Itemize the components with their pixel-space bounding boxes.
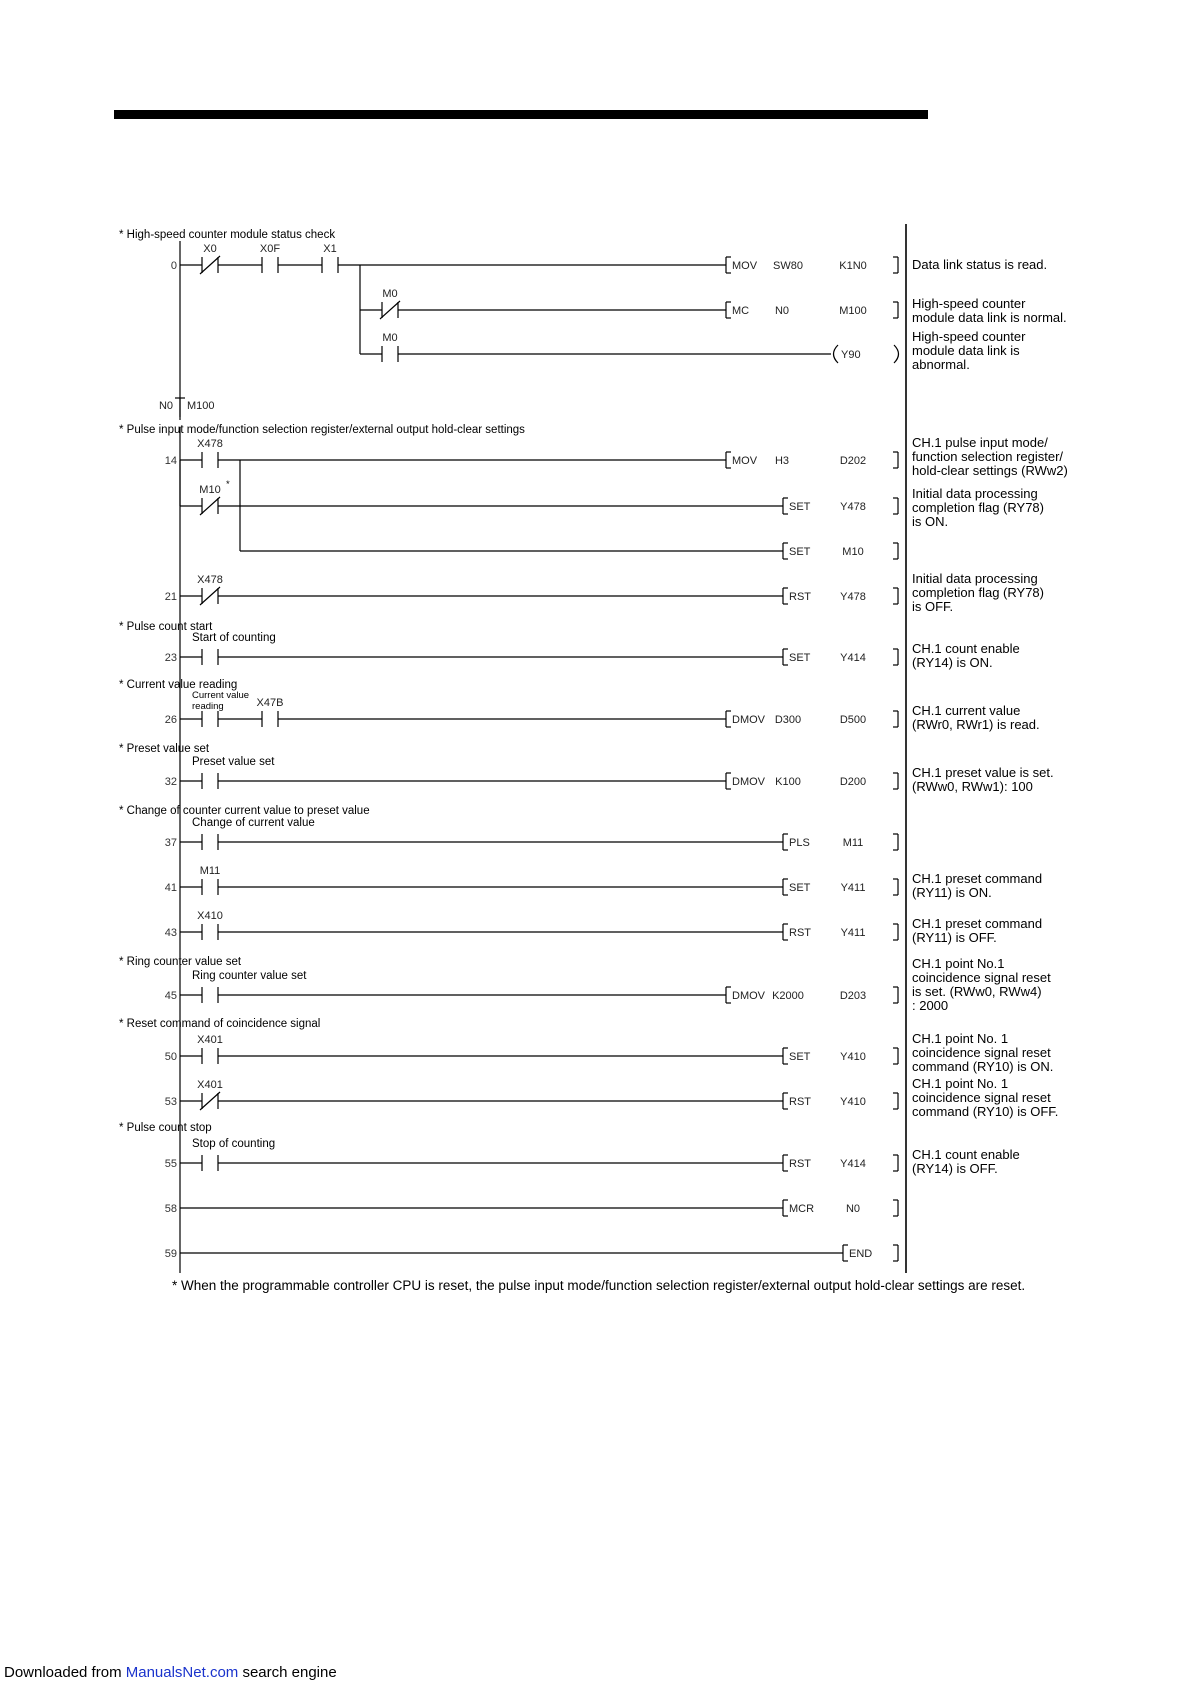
mc-coil: M100 bbox=[187, 400, 215, 412]
instruction-operand-1: K2000 bbox=[772, 990, 804, 1002]
contact-device: M11 bbox=[199, 865, 221, 877]
instruction-operand-1: Y478 bbox=[840, 501, 866, 513]
rung-comment: High-speed counter bbox=[912, 296, 1026, 311]
contact-label: reading bbox=[192, 701, 224, 712]
contact-slash bbox=[200, 497, 220, 515]
contact-device: X401 bbox=[197, 1034, 223, 1046]
instruction-op: DMOV bbox=[732, 714, 765, 726]
rung-comment: coincidence signal reset bbox=[912, 1045, 1051, 1060]
rung-comment: coincidence signal reset bbox=[912, 970, 1051, 985]
instruction-op: SET bbox=[789, 882, 811, 894]
instruction-operand-1: Y414 bbox=[840, 1158, 866, 1170]
contact-label: Preset value set bbox=[192, 756, 275, 768]
instruction-op: DMOV bbox=[732, 776, 765, 788]
step-number: 45 bbox=[164, 990, 177, 1002]
instruction-operand-1: N0 bbox=[774, 305, 790, 317]
rung-comment: (RWr0, RWr1) is read. bbox=[912, 717, 1040, 732]
contact-device: M10 bbox=[199, 484, 221, 496]
contact-device: X0F bbox=[259, 243, 281, 255]
rung-comment: completion flag (RY78) bbox=[912, 500, 1044, 515]
footnote-mark: * bbox=[226, 479, 230, 490]
step-number: 23 bbox=[164, 652, 177, 664]
step-number: 43 bbox=[164, 927, 177, 939]
rung-comment: completion flag (RY78) bbox=[912, 585, 1044, 600]
section-header: * Preset value set bbox=[119, 743, 210, 755]
rung-comment: : 2000 bbox=[912, 998, 949, 1013]
contact-device: X478 bbox=[197, 438, 223, 450]
instruction-op: MOV bbox=[732, 260, 758, 272]
instruction-op: RST bbox=[789, 927, 811, 939]
instruction-operand-1: Y410 bbox=[840, 1051, 866, 1063]
instruction-op: MOV bbox=[732, 455, 758, 467]
contact-device: X47B bbox=[256, 697, 284, 709]
contact-device: X478 bbox=[197, 574, 223, 586]
instruction-operand-1: Y410 bbox=[840, 1096, 866, 1108]
step-number: 14 bbox=[164, 455, 177, 467]
instruction-op: SET bbox=[789, 1051, 811, 1063]
instruction-op: RST bbox=[789, 1096, 811, 1108]
footer bbox=[4, 1664, 337, 1681]
step-number: 50 bbox=[164, 1051, 177, 1063]
instruction-op: SET bbox=[789, 501, 811, 513]
rung-comment: CH.1 count enable bbox=[912, 1147, 1020, 1162]
step-number: 21 bbox=[164, 591, 177, 603]
instruction-operand-1: Y411 bbox=[840, 927, 866, 939]
step-number: 37 bbox=[164, 837, 177, 849]
rung-comment: CH.1 preset command bbox=[912, 916, 1043, 931]
rung-comment: (RWw0, RWw1): 100 bbox=[912, 779, 1033, 794]
instruction-op: MC bbox=[732, 305, 750, 317]
rung-comment: CH.1 pulse input mode/ bbox=[912, 435, 1048, 450]
instruction-op: RST bbox=[789, 1158, 811, 1170]
instruction-operand-1: Y478 bbox=[840, 591, 866, 603]
contact-slash bbox=[380, 301, 400, 319]
contact-slash bbox=[200, 587, 220, 605]
rung-comment: Data link status is read. bbox=[912, 257, 1048, 272]
rung-comment: module data link is bbox=[912, 343, 1020, 358]
rung-comment: module data link is normal. bbox=[912, 310, 1067, 325]
rung-comment: CH.1 preset command bbox=[912, 871, 1043, 886]
rung-comment: (RY14) is ON. bbox=[912, 655, 993, 670]
contact-device: X1 bbox=[323, 243, 337, 255]
step-number: 32 bbox=[164, 776, 177, 788]
rung-comment: function selection register/ bbox=[912, 449, 1064, 464]
rung-comment: is set. (RWw0, RWw4) bbox=[912, 984, 1042, 999]
coil-device: Y90 bbox=[841, 349, 861, 361]
instruction-operand-2: D203 bbox=[839, 990, 867, 1002]
step-number: 58 bbox=[164, 1203, 177, 1215]
instruction-operand-1: M11 bbox=[842, 837, 864, 849]
instruction-operand-1: H3 bbox=[774, 455, 790, 467]
rung-comment: High-speed counter bbox=[912, 329, 1026, 344]
instruction-op: SET bbox=[789, 546, 811, 558]
contact-device: M0 bbox=[382, 288, 398, 300]
mc-nesting: N0 bbox=[158, 400, 173, 412]
coil-left bbox=[834, 345, 839, 363]
contact-device: X0 bbox=[203, 243, 217, 255]
footer-prefix: Downloaded from bbox=[4, 1664, 126, 1681]
contact-device: X401 bbox=[197, 1079, 223, 1091]
instruction-operand-1: SW80 bbox=[773, 260, 803, 272]
rung-comment: Initial data processing bbox=[912, 486, 1038, 501]
instruction-operand-2: D202 bbox=[839, 455, 867, 467]
instruction-operand-1: D300 bbox=[774, 714, 802, 726]
step-number: 41 bbox=[164, 882, 177, 894]
contact-label: Current value bbox=[192, 690, 250, 701]
section-header: * Ring counter value set bbox=[119, 956, 242, 968]
instruction-operand-1: N0 bbox=[845, 1203, 861, 1215]
rung-comment: (RY11) is ON. bbox=[912, 885, 992, 900]
step-number: 0 bbox=[170, 260, 177, 272]
contact-device: M0 bbox=[382, 332, 398, 344]
instruction-op: DMOV bbox=[732, 990, 765, 1002]
rung-comment: coincidence signal reset bbox=[912, 1090, 1051, 1105]
rung-comment: command (RY10) is OFF. bbox=[912, 1104, 1059, 1119]
footer-suffix: search engine bbox=[238, 1664, 337, 1681]
coil-right bbox=[894, 345, 899, 363]
instruction-operand-2: M100 bbox=[839, 305, 867, 317]
contact-device: X410 bbox=[197, 910, 223, 922]
rung-comment: is ON. bbox=[912, 514, 949, 529]
instruction-operand-1: K100 bbox=[775, 776, 801, 788]
rung-comment: CH.1 current value bbox=[912, 703, 1021, 718]
contact-slash bbox=[200, 1092, 220, 1110]
rung-comment: command (RY10) is ON. bbox=[912, 1059, 1054, 1074]
rung-comment: hold-clear settings (RWw2) bbox=[912, 463, 1068, 478]
section-header: * High-speed counter module status check bbox=[119, 229, 336, 241]
step-number: 53 bbox=[164, 1096, 177, 1108]
instruction-op: END bbox=[849, 1248, 873, 1260]
section-header: * Reset command of coincidence signal bbox=[119, 1018, 321, 1030]
footer-link[interactable]: ManualsNet.com bbox=[125, 1664, 239, 1681]
step-number: 55 bbox=[164, 1158, 177, 1170]
section-header: * Current value reading bbox=[119, 679, 238, 691]
rung-comment: is OFF. bbox=[912, 599, 954, 614]
rung-comment: CH.1 point No. 1 bbox=[912, 1031, 1009, 1046]
footnote: * When the programmable controller CPU is reset, the pulse input mode/function selection register/external output hold-clear settings are reset. bbox=[172, 1278, 1026, 1293]
contact-label: Stop of counting bbox=[192, 1138, 276, 1150]
rung-comment: CH.1 count enable bbox=[912, 641, 1020, 656]
instruction-operand-1: Y414 bbox=[840, 652, 866, 664]
contact-label: Ring counter value set bbox=[192, 970, 307, 982]
section-header: * Pulse input mode/function selection register/external output hold-clear settings bbox=[119, 424, 525, 436]
contact-label: Change of current value bbox=[192, 817, 315, 829]
step-number: 59 bbox=[164, 1248, 177, 1260]
instruction-operand-2: D200 bbox=[839, 776, 867, 788]
rung-comment: CH.1 point No.1 bbox=[912, 956, 1005, 971]
instruction-operand-2: D500 bbox=[839, 714, 867, 726]
instruction-op: MCR bbox=[789, 1203, 815, 1215]
instruction-op: PLS bbox=[789, 837, 810, 849]
instruction-op: RST bbox=[789, 591, 811, 603]
rung-comment: (RY11) is OFF. bbox=[912, 930, 997, 945]
contact-slash bbox=[200, 256, 220, 274]
rung-comment: Initial data processing bbox=[912, 571, 1038, 586]
rung-comment: CH.1 point No. 1 bbox=[912, 1076, 1009, 1091]
rung-comment: (RY14) is OFF. bbox=[912, 1161, 998, 1176]
instruction-operand-1: Y411 bbox=[840, 882, 866, 894]
section-header: * Pulse count start bbox=[119, 621, 213, 633]
instruction-operand-1: M10 bbox=[842, 546, 864, 558]
instruction-op: SET bbox=[789, 652, 811, 664]
section-header: * Pulse count stop bbox=[119, 1122, 212, 1134]
contact-label: Start of counting bbox=[192, 632, 276, 644]
rung-comment: abnormal. bbox=[912, 357, 970, 372]
section-header: * Change of counter current value to preset value bbox=[119, 805, 370, 817]
rung-comment: CH.1 preset value is set. bbox=[912, 765, 1054, 780]
instruction-operand-2: K1N0 bbox=[839, 260, 867, 272]
step-number: 26 bbox=[164, 714, 177, 726]
